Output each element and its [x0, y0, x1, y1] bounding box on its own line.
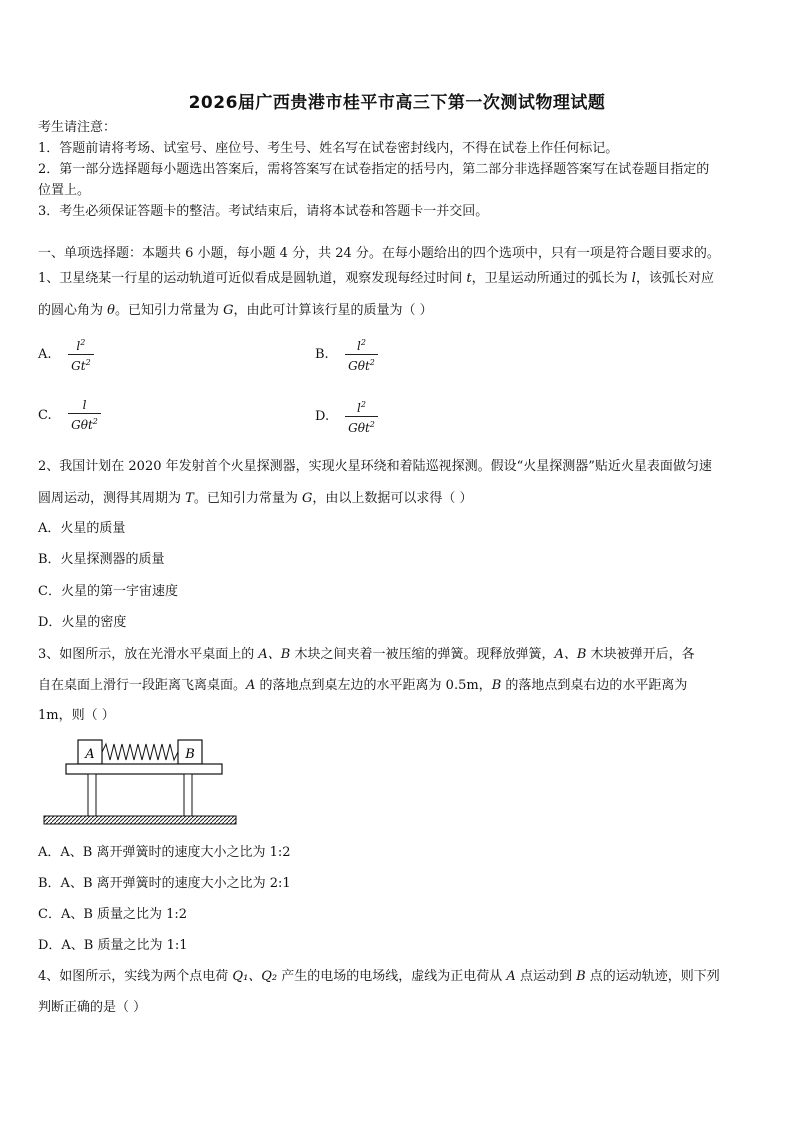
notice-item-3: 3．考生必须保证答题卡的整洁。考试结束后，请将本试卷和答题卡一并交回。 — [38, 204, 489, 219]
table-leg-left — [88, 774, 96, 816]
q4-stem-line1: 4、如图所示，实线为两个点电荷 Q₁、Q₂ 产生的电场的电场线，虚线为正电荷从 A 点运动到 B 点的运动轨迹，则下列 — [38, 969, 720, 984]
q2-option-a[interactable]: A．火星的质量 — [38, 521, 126, 536]
q1-option-b-fraction: $\frac{l^2}{G\theta t^2}$ — [345, 336, 378, 373]
q1-stem-line2: 的圆心角为 θ。已知引力常量为 G，由此可计算该行星的质量为（ ） — [38, 303, 433, 318]
notice-item-1: 1．答题前请将考场、试室号、座位号、考生号、姓名写在试卷密封线内，不得在试卷上作任何标记。 — [38, 141, 619, 156]
block-a-label: A — [85, 747, 95, 762]
table-leg-right — [184, 774, 192, 816]
spring — [102, 744, 178, 760]
q1-option-b[interactable]: B. $\frac{l^2}{G\theta t^2}$ — [315, 336, 378, 373]
block-b-label: B — [185, 747, 195, 762]
q2-option-b[interactable]: B．火星探测器的质量 — [38, 552, 165, 567]
notice-item-2: 2．第一部分选择题每小题选出答案后，需将答案写在试卷指定的括号内，第二部分非选择题答案写在试卷题目指定的 — [38, 162, 710, 177]
q1-option-a-fraction: $\frac{l^2}{Gt^2}$ — [68, 336, 94, 373]
q1-option-a[interactable]: A. $\frac{l^2}{Gt^2}$ — [38, 336, 94, 373]
q2-stem-line1: 2、我国计划在 2020 年发射首个火星探测器，实现火星环绕和着陆巡视探测。假设“火星探测器”贴近火星表面做匀速 — [38, 459, 712, 474]
q1-stem-line1: 1、卫星绕某一行星的运动轨道可近似看成是圆轨道，观察发现每经过时间 t，卫星运动所通过的弧长为 l，该弧长对应 — [38, 271, 714, 286]
q3-option-b[interactable]: B．A、B 离开弹簧时的速度大小之比为 2:1 — [38, 876, 291, 891]
q1-option-c[interactable]: C. $\frac{l}{G\theta t^2}$ — [38, 398, 101, 432]
table-top — [66, 764, 222, 774]
q3-stem-line1: 3、如图所示，放在光滑水平桌面上的 A、B 木块之间夹着一被压缩的弹簧。现释放弹簧，A、B 木块被弹开后，各 — [38, 647, 695, 662]
q1-option-d-fraction: $\frac{l^2}{G\theta t^2}$ — [345, 398, 378, 435]
notice-item-2-cont: 位置上。 — [38, 183, 91, 198]
q3-stem-line2: 自在桌面上滑行一段距离飞离桌面。A 的落地点到桌左边的水平距离为 0.5m，B 的落地点到桌右边的水平距离为 — [38, 678, 688, 693]
page-title: 2026届广西贵港市桂平市高三下第一次测试物理试题 — [188, 93, 606, 113]
notice-heading: 考生请注意： — [38, 120, 117, 135]
q2-option-d[interactable]: D．火星的密度 — [38, 615, 127, 630]
q1-option-d[interactable]: D. $\frac{l^2}{G\theta t^2}$ — [315, 398, 378, 435]
q3-figure — [40, 734, 240, 830]
q3-option-a[interactable]: A．A、B 离开弹簧时的速度大小之比为 1:2 — [38, 845, 291, 860]
q2-stem-line2: 圆周运动，测得其周期为 T。已知引力常量为 G，由以上数据可以求得（ ） — [38, 491, 473, 506]
ground — [44, 816, 236, 824]
section-heading: 一、单项选择题：本题共 6 小题，每小题 4 分，共 24 分。在每小题给出的四个选项中，只有一项是符合题目要求的。 — [38, 246, 720, 261]
q3-stem-line3: 1m，则（ ） — [38, 708, 115, 723]
q4-stem-line2: 判断正确的是（ ） — [38, 1000, 147, 1015]
q2-option-c[interactable]: C．火星的第一宇宙速度 — [38, 584, 178, 599]
q3-option-d[interactable]: D．A、B 质量之比为 1:1 — [38, 938, 188, 953]
q3-option-c[interactable]: C．A、B 质量之比为 1:2 — [38, 907, 188, 922]
q1-option-c-fraction: $\frac{l}{G\theta t^2}$ — [68, 398, 101, 432]
